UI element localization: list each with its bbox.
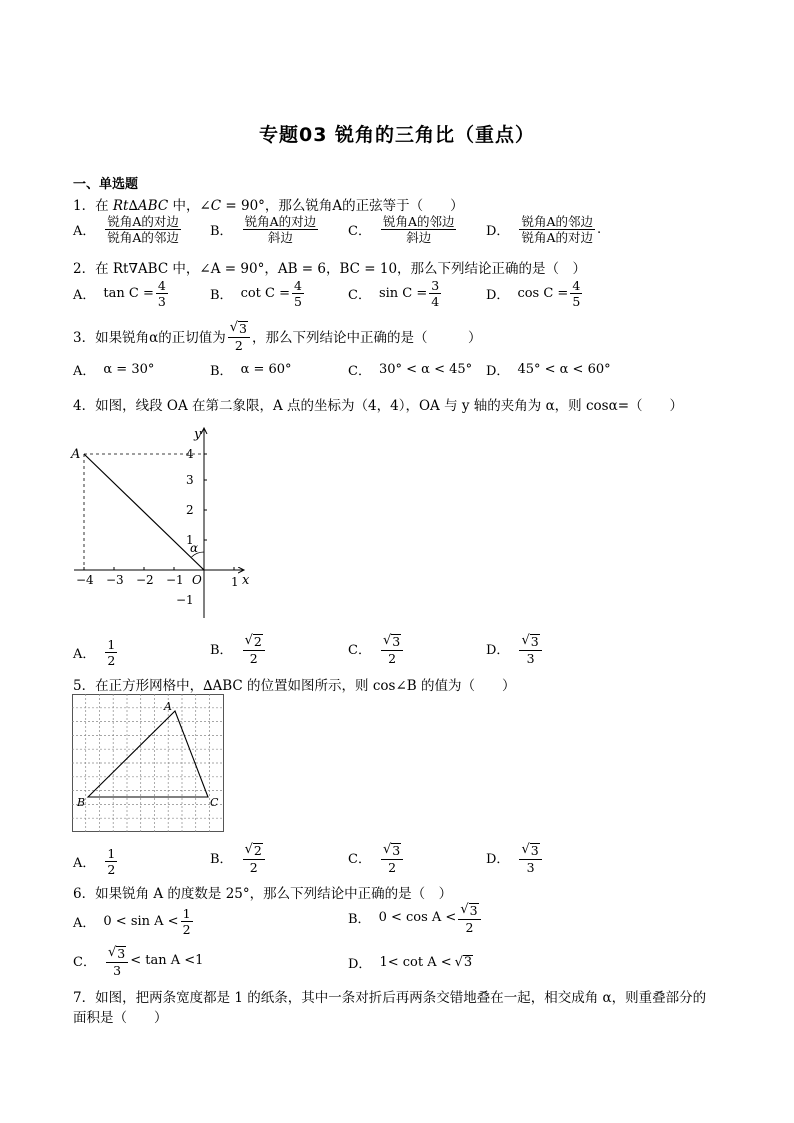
question-6-option-c[interactable]: C． √ 3 3 < tan A <1 — [73, 945, 204, 978]
question-6-option-a[interactable]: A． 0 < sin A < $\frac{1}{2}$ — [73, 906, 191, 938]
x-axis-label: x — [242, 573, 250, 588]
x-tick-label: −3 — [106, 573, 124, 587]
origin-label: O — [192, 573, 202, 587]
question-2-option-a[interactable]: A． tan C = $\frac{4}{3}$ — [73, 278, 166, 310]
question-3-option-a[interactable]: A． α = 30° — [73, 362, 155, 379]
triangle-abc — [88, 711, 208, 797]
vertex-b-label: B — [77, 796, 86, 809]
question-4-option-c[interactable]: C． √ 3 2 — [348, 633, 405, 665]
x-tick-label: −2 — [136, 573, 154, 587]
y-tick-label: 4 — [186, 447, 194, 461]
vertex-a-label: A — [164, 700, 172, 713]
y-tick-label: 2 — [186, 503, 194, 517]
question-7-stem-line1: 7．如图，把两条宽度都是 1 的纸条，其中一条对折后再两条交错地叠在一起，相交成角 α，则重叠部分的 — [73, 990, 707, 1006]
question-4-stem: 4．如图，线段 OA 在第二象限，A 点的坐标为（4，4），OA 与 y 轴的夹角为 α，则 cosα=（ ） — [73, 398, 684, 414]
question-4-option-b[interactable]: B． √ 2 2 — [210, 633, 267, 665]
question-4-option-a[interactable]: A． $\frac{1}{2}$ — [73, 637, 116, 669]
angle-label: α — [190, 541, 199, 555]
question-3-option-d[interactable]: D． 45° < α < 60° — [486, 362, 611, 379]
question-5-option-d[interactable]: D． √ 3 3 — [486, 842, 544, 874]
y-axis-label: y — [194, 427, 202, 442]
x-tick-label: −1 — [166, 573, 184, 587]
question-2-option-c[interactable]: C． sin C = $\frac{3}{4}$ — [348, 278, 440, 310]
question-3-stem: 3．如果锐角α的正切值为 √ 3 2 ，那么下列结论中正确的是（ ） — [73, 320, 482, 353]
y-tick-label: −1 — [176, 593, 194, 607]
question-1-option-d[interactable]: D． $\frac{\text{锐角A的邻边}}{\text{锐角A的对边}}$ . — [486, 214, 602, 246]
question-6-option-b[interactable]: B． 0 < cos A < √ 3 2 — [348, 902, 483, 934]
point-a-label: A — [71, 447, 81, 462]
page-title: 专题03 锐角的三角比（重点） — [258, 124, 536, 146]
question-4-option-d[interactable]: D． √ 3 3 — [486, 633, 544, 665]
question-5-option-a[interactable]: A． $\frac{1}{2}$ — [73, 846, 116, 878]
question-3-option-b[interactable]: B． α = 60° — [210, 362, 292, 379]
section-heading: 一、单选题 — [73, 177, 139, 192]
question-1-stem: 1．在 Rt∆ABC 中，∠C = 90°，那么锐角A的正弦等于（ ） — [73, 198, 464, 214]
question-6-option-d[interactable]: D． 1< cot A < √ 3 — [348, 954, 473, 972]
question-2-option-b[interactable]: B． cot C = $\frac{4}{5}$ — [210, 278, 302, 310]
grid-triangle-figure — [72, 694, 224, 832]
question-6-stem: 6．如果锐角 A 的度数是 25°，那么下列结论中正确的是（ ） — [73, 886, 453, 902]
coordinate-figure — [66, 420, 266, 620]
y-tick-label: 1 — [186, 533, 194, 547]
vertex-c-label: C — [210, 796, 219, 809]
y-tick-label: 3 — [186, 473, 194, 487]
x-tick-label: −4 — [76, 573, 94, 587]
question-7-stem-line2: 面积是（ ） — [73, 1010, 168, 1026]
x-tick-label: 1 — [231, 575, 239, 589]
question-3-option-c[interactable]: C． 30° < α < 45° — [348, 362, 473, 379]
question-5-option-c[interactable]: C． √ 3 2 — [348, 842, 405, 874]
question-2-stem: 2．在 Rt∇ABC 中，∠A = 90°，AB = 6，BC = 10，那么下列结论正确的是（ ） — [73, 261, 587, 277]
question-1-option-c[interactable]: C． $\frac{\text{锐角A的邻边}}{\text{斜边}}$ — [348, 214, 455, 246]
question-5-option-b[interactable]: B． √ 2 2 — [210, 842, 267, 874]
grid-lines — [72, 694, 224, 832]
question-2-option-d[interactable]: D． cos C = $\frac{4}{5}$ — [486, 278, 581, 310]
question-1-option-a[interactable]: A． $\frac{\text{锐角A的对边}}{\text{锐角A的邻边}}$ — [73, 214, 179, 246]
question-1-option-b[interactable]: B． $\frac{\text{锐角A的对边}}{\text{斜边}}$ — [210, 214, 317, 246]
question-5-stem: 5．在正方形网格中，∆ABC 的位置如图所示，则 cos∠B 的值为（ ） — [73, 678, 516, 694]
